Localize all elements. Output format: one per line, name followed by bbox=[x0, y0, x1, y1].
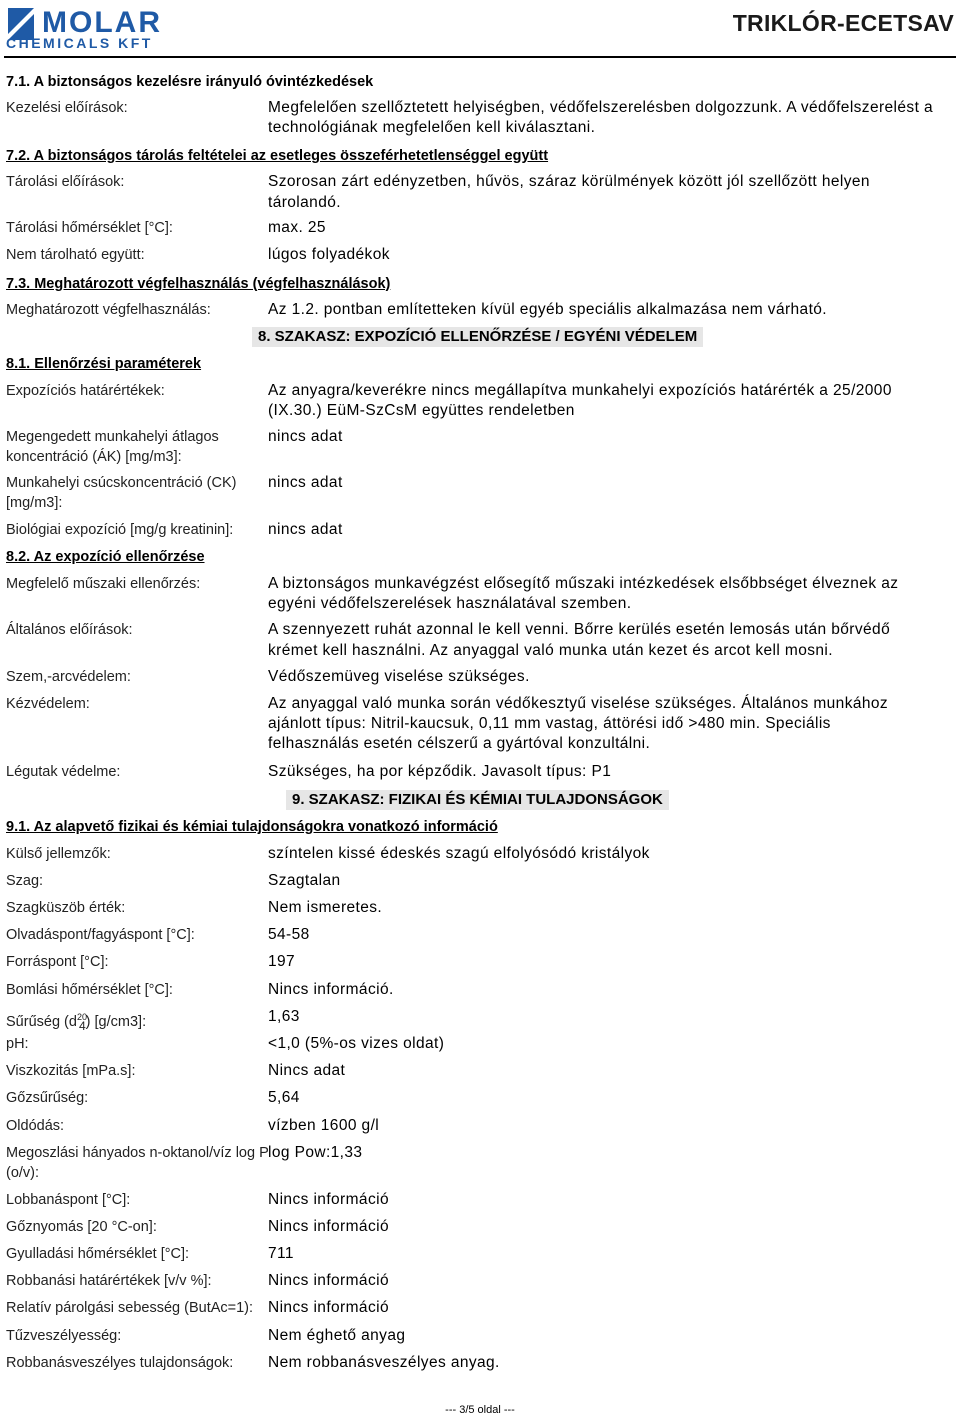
prop-value: log Pow:1,33 bbox=[268, 1144, 363, 1161]
end-use-value: Az 1.2. pontban említetteken kívül egyéb speciális alkalmazása nem várható. bbox=[268, 301, 828, 318]
ak-label-1: Megengedett munkahelyi átlagos bbox=[6, 429, 219, 445]
prop-label: Forráspont [°C]: bbox=[6, 954, 109, 970]
section-9-1-heading: 9.1. Az alapvető fizikai és kémiai tulajdonságokra vonatkozó információ bbox=[6, 819, 498, 835]
general-line-1: A szennyezett ruhát azonnal le kell venni. Bőrre kerülés esetén lemosás után bőrvédő bbox=[268, 621, 891, 638]
ak-label-2: koncentráció (ÁK) [mg/m3]: bbox=[6, 449, 182, 465]
density-label-suffix: ) [g/cm3]: bbox=[85, 1013, 147, 1030]
end-use-label: Meghatározott végfelhasználás: bbox=[6, 302, 211, 318]
handling-line-2: technológiának megfelelően kell kiválasztani. bbox=[268, 119, 596, 136]
ck-label-2: [mg/m3]: bbox=[6, 495, 63, 511]
prop-value: Nincs információ. bbox=[268, 981, 394, 998]
density-label bbox=[6, 1007, 146, 1036]
ck-label-1: Munkahelyi csúcskoncentráció (CK) bbox=[6, 475, 237, 491]
prop-label: pH: bbox=[6, 1036, 29, 1052]
prop-value: Nincs információ bbox=[268, 1272, 389, 1289]
ak-value: nincs adat bbox=[268, 428, 343, 445]
prop-label: Külső jellemzők: bbox=[6, 846, 111, 862]
product-name: TRIKLÓR-ECETSAV bbox=[732, 10, 954, 36]
general-line-2: krémet kell használni. Az anyaggal való munka után kezet és arcot kell mosni. bbox=[268, 642, 833, 659]
prop-label: Gőzsűrűség: bbox=[6, 1090, 89, 1106]
engineering-label: Megfelelő műszaki ellenőrzés: bbox=[6, 576, 201, 592]
prop-label: Bomlási hőmérséklet [°C]: bbox=[6, 982, 173, 998]
eye-label: Szem,-arcvédelem: bbox=[6, 669, 131, 685]
prop-label: Robbanási határértékek [v/v %]: bbox=[6, 1273, 212, 1289]
prop-value: Nem éghető anyag bbox=[268, 1327, 406, 1344]
prop-value: Nincs információ bbox=[268, 1191, 389, 1208]
hand-label: Kézvédelem: bbox=[6, 696, 90, 712]
section-8-title: 8. SZAKASZ: EXPOZÍCIÓ ELLENŐRZÉSE / EGYÉNI VÉDELEM bbox=[252, 327, 703, 347]
prop-value: 1,63 bbox=[268, 1008, 300, 1025]
storage-temp-value: max. 25 bbox=[268, 219, 326, 236]
prop-value: 711 bbox=[268, 1245, 294, 1262]
prop-label: Lobbanáspont [°C]: bbox=[6, 1192, 131, 1208]
section-8-2-heading: 8.2. Az expozíció ellenőrzése bbox=[6, 549, 205, 565]
storage-temp-label: Tárolási hőmérséklet [°C]: bbox=[6, 220, 173, 236]
handling-line-1: Megfelelően szellőztetett helyiségben, védőfelszerelésben dolgozzunk. A védőfelszerelést a bbox=[268, 99, 934, 116]
engineering-line-1: A biztonságos munkavégzést elősegítő műszaki intézkedések elsőbbséget élveznek az bbox=[268, 575, 899, 592]
prop-value: Nem robbanásveszélyes anyag. bbox=[268, 1354, 500, 1371]
prop-value: <1,0 (5%-os vizes oldat) bbox=[268, 1035, 445, 1052]
section-8-1-heading: 8.1. Ellenőrzési paraméterek bbox=[6, 356, 202, 372]
respiratory-value: Szükséges, ha por képződik. Javasolt típus: P1 bbox=[268, 763, 612, 780]
incompat-label: Nem tárolható együtt: bbox=[6, 247, 145, 263]
prop-label: Viszkozitás [mPa.s]: bbox=[6, 1063, 136, 1079]
page-header bbox=[0, 0, 960, 60]
general-label: Általános előírások: bbox=[6, 622, 133, 638]
prop-value: 54-58 bbox=[268, 926, 310, 943]
prop-value: Nem ismeretes. bbox=[268, 899, 383, 916]
logo-brand-top: MOLAR bbox=[42, 6, 162, 39]
hand-line-1: Az anyaggal való munka során védőkesztyű viselése szükséges. Általános munkához bbox=[268, 695, 889, 712]
header-rule bbox=[4, 56, 956, 58]
bio-label: Biológiai expozíció [mg/g kreatinin]: bbox=[6, 522, 234, 538]
prop-label: Olvadáspont/fagyáspont [°C]: bbox=[6, 927, 195, 943]
prop-value: Nincs adat bbox=[268, 1062, 346, 1079]
storage-line-1: Szorosan zárt edényzetben, hűvös, száraz körülmények között jól szellőzött helyen bbox=[268, 173, 870, 190]
logo-brand-bottom: CHEMICALS KFT bbox=[6, 35, 153, 50]
exposure-label: Expozíciós határértékek: bbox=[6, 383, 165, 399]
prop-label: Gőznyomás [20 °C-on]: bbox=[6, 1219, 157, 1235]
prop-label: Relatív párolgási sebesség (ButAc=1): bbox=[6, 1300, 254, 1316]
handling-label: Kezelési előírások: bbox=[6, 100, 128, 116]
respiratory-label: Légutak védelme: bbox=[6, 764, 121, 780]
prop-value: Nincs információ bbox=[268, 1299, 389, 1316]
molar-logo bbox=[4, 4, 234, 50]
storage-label: Tárolási előírások: bbox=[6, 174, 125, 190]
hand-line-3: felhasználás esetén célszerű a gyártóval konzultálni. bbox=[268, 735, 651, 752]
prop-label: Tűzveszélyesség: bbox=[6, 1328, 122, 1344]
ck-value: nincs adat bbox=[268, 474, 343, 491]
hand-line-2: ajánlott típus: Nitril-kaucsuk, 0,11 mm vastag, áttörési idő >480 min. Speciális bbox=[268, 715, 831, 732]
eye-value: Védőszemüveg viselése szükséges. bbox=[268, 668, 530, 685]
incompat-value: lúgos folyadékok bbox=[268, 246, 390, 263]
exposure-line-2: (IX.30.) EüM-SzCsM együttes rendeletben bbox=[268, 402, 575, 419]
prop-label: Megoszlási hányados n-oktanol/víz log P bbox=[6, 1145, 269, 1161]
prop-label: Oldódás: bbox=[6, 1118, 65, 1134]
page-footer: --- 3/5 oldal --- bbox=[445, 1404, 515, 1416]
density-sub: 4 bbox=[78, 1018, 86, 1033]
section-7-2-heading: 7.2. A biztonságos tárolás feltételei az esetleges összeférhetetlenséggel együtt bbox=[6, 148, 549, 164]
prop-label: Robbanásveszélyes tulajdonságok: bbox=[6, 1355, 234, 1371]
section-7-1-heading: 7.1. A biztonságos kezelésre irányuló óvintézkedések bbox=[6, 74, 374, 90]
prop-value: vízben 1600 g/l bbox=[268, 1117, 380, 1134]
prop-value: Szagtalan bbox=[268, 872, 341, 889]
section-9-title: 9. SZAKASZ: FIZIKAI ÉS KÉMIAI TULAJDONSÁGOK bbox=[286, 790, 669, 810]
prop-value: 5,64 bbox=[268, 1089, 300, 1106]
prop-value: színtelen kissé édeskés szagú elfolyósódó kristályok bbox=[268, 845, 650, 862]
partition-label-2: (o/v): bbox=[6, 1165, 40, 1181]
prop-value: 197 bbox=[268, 953, 296, 970]
density-sup: 20 bbox=[76, 1012, 87, 1022]
prop-label: Szag: bbox=[6, 873, 44, 889]
exposure-line-1: Az anyagra/keverékre nincs megállapítva munkahelyi expozíciós határérték a 25/2000 bbox=[268, 382, 892, 399]
density-label-text: Sűrűség (d bbox=[6, 1013, 77, 1030]
section-7-3-heading: 7.3. Meghatározott végfelhasználás (végfelhasználások) bbox=[6, 276, 391, 292]
prop-value: Nincs információ bbox=[268, 1218, 389, 1235]
prop-label: Szagküszöb érték: bbox=[6, 900, 126, 916]
engineering-line-2: egyéni védőfelszerelések használatával szemben. bbox=[268, 595, 632, 612]
bio-value: nincs adat bbox=[268, 521, 343, 538]
storage-line-2: tárolandó. bbox=[268, 194, 341, 211]
prop-label: Gyulladási hőmérséklet [°C]: bbox=[6, 1246, 190, 1262]
